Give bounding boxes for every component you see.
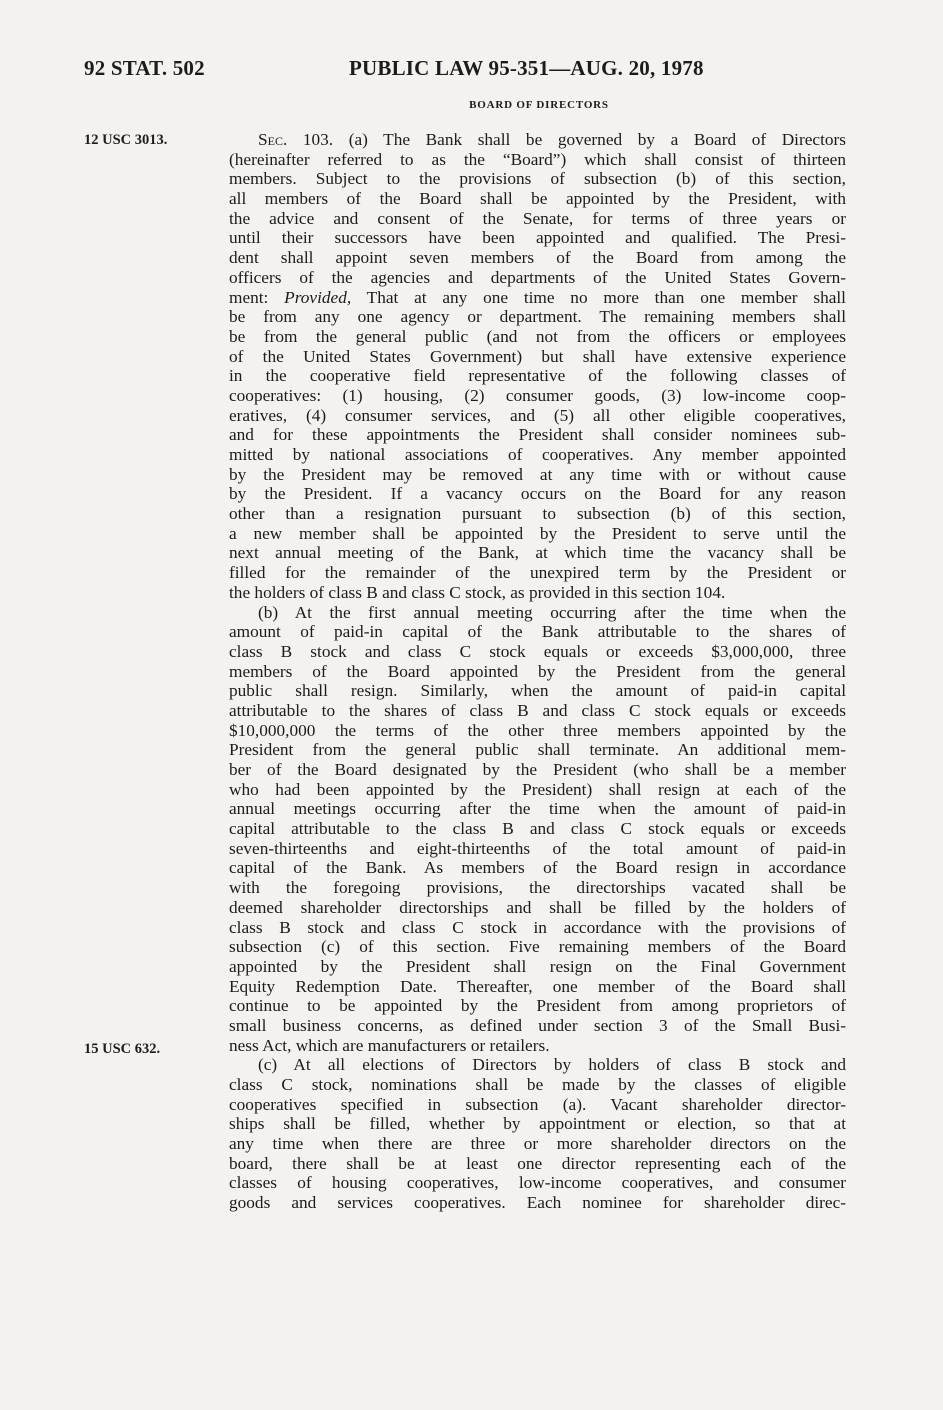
body-line: with the foregoing provisions, the directorships vacated shall be — [229, 878, 846, 898]
body-line: capital of the Bank. As members of the Board resign in accordance — [229, 858, 846, 878]
body-line: by the President. If a vacancy occurs on the Board for any reason — [229, 484, 846, 504]
body-line: eratives, (4) consumer services, and (5) all other eligible cooperatives, — [229, 405, 846, 425]
body-line: who had been appointed by the President) shall resign at each of the — [229, 779, 846, 799]
body-line: (hereinafter referred to as the “Board”) which shall consist of thirteen — [229, 149, 846, 169]
body-line: filled for the remainder of the unexpired term by the President or — [229, 563, 846, 583]
body-line: be from any one agency or department. The remaining members shall — [229, 307, 846, 327]
margin-citation-15-usc-632: 15 USC 632. — [84, 1041, 161, 1057]
body-line: class B stock and class C stock in accordance with the provisions of — [229, 917, 846, 937]
body-line: class C stock, nominations shall be made by the classes of eligible — [229, 1075, 846, 1094]
law-header: PUBLIC LAW 95-351—AUG. 20, 1978 — [349, 56, 704, 80]
stat-page-number: 92 STAT. 502 — [84, 56, 205, 80]
body-line: goods and services cooperatives. Each nominee for shareholder direc- — [229, 1193, 846, 1213]
body-line: officers of the agencies and departments of the United States Govern- — [229, 267, 846, 287]
body-line: continue to be appointed by the President from among proprietors of — [229, 996, 846, 1016]
body-line: subsection (c) of this section. Five remaining members of the Board — [229, 937, 846, 957]
body-line: attributable to the shares of class B and class C stock equals or exceeds — [229, 700, 846, 720]
body-line: the advice and consent of the Senate, for terms of three years or — [229, 208, 846, 228]
body-line: the holders of class B and class C stock, as provided in this section 104. — [229, 582, 726, 602]
body-line: President from the general public shall terminate. An additional mem- — [229, 740, 846, 760]
section-body — [229, 130, 846, 1213]
body-line-text: That at any one time no more than one member shall — [351, 287, 846, 307]
body-line: deemed shareholder directorships and shall be filled by the holders of — [229, 897, 846, 917]
body-line: seven-thirteenths and eight-thirteenths of the total amount of paid-in — [229, 838, 846, 858]
body-line: by the President may be removed at any time with or without cause — [229, 464, 846, 484]
body-line: ships shall be filled, whether by appointment or election, so that at — [229, 1114, 846, 1134]
body-line: other than a resignation pursuant to subsection (b) of this section, — [229, 504, 846, 524]
body-line: capital attributable to the class B and class C stock equals or exceeds — [229, 819, 846, 839]
body-line: a new member shall be appointed by the President to serve until the — [229, 523, 846, 543]
body-line: members of the Board appointed by the President from the general — [229, 661, 846, 681]
body-line: public shall resign. Similarly, when the amount of paid-in capital — [229, 681, 846, 701]
body-line: members. Subject to the provisions of subsection (b) of this section, — [229, 169, 846, 189]
body-line: ber of the Board designated by the President (who shall be a member — [229, 760, 846, 779]
body-line: annual meetings occurring after the time when the amount of paid-in — [229, 799, 846, 819]
body-line: any time when there are three or more shareholder directors on the — [229, 1134, 846, 1154]
body-line — [229, 130, 846, 150]
body-line: amount of paid-in capital of the Bank attributable to the shares of — [229, 622, 846, 642]
body-line: mitted by national associations of cooperatives. Any member appointed — [229, 445, 846, 464]
body-line: and for these appointments the President shall consider nominees sub- — [229, 425, 846, 445]
margin-citation-12-usc-3013: 12 USC 3013. — [84, 132, 168, 148]
body-line: small business concerns, as defined under section 3 of the Small Busi- — [229, 1015, 846, 1035]
body-line: ness Act, which are manufacturers or retailers. — [229, 1035, 550, 1055]
section-heading: BOARD OF DIRECTORS — [469, 99, 609, 111]
body-line-text: ment: — [229, 287, 285, 307]
body-line: appointed by the President shall resign on the Final Government — [229, 956, 846, 976]
body-line: dent shall appoint seven members of the Board from among the — [229, 248, 846, 268]
body-line: cooperatives: (1) housing, (2) consumer goods, (3) low-income coop- — [229, 385, 846, 405]
body-line-text: 103. (a) The Bank shall be governed by a Board of Directors — [287, 130, 846, 149]
body-line: in the cooperative field representative of the following classes of — [229, 366, 846, 386]
body-line: until their successors have been appointed and qualified. The Presi- — [229, 228, 846, 248]
body-line: cooperatives specified in subsection (a). Vacant shareholder director- — [229, 1094, 846, 1114]
body-line: next annual meeting of the Bank, at which time the vacancy shall be — [229, 543, 846, 563]
body-line: classes of housing cooperatives, low-income cooperatives, and consumer — [229, 1173, 846, 1193]
body-line — [229, 288, 846, 308]
body-line: board, there shall be at least one director representing each of the — [229, 1153, 846, 1173]
body-line: (c) At all elections of Directors by holders of class B stock and — [258, 1055, 846, 1075]
body-line: $10,000,000 the terms of the other three members appointed by the — [229, 720, 846, 740]
body-line: Equity Redemption Date. Thereafter, one member of the Board shall — [229, 976, 846, 996]
body-line: (b) At the first annual meeting occurring after the time when the — [258, 602, 846, 622]
body-line: all members of the Board shall be appointed by the President, with — [229, 189, 846, 209]
body-line: class B stock and class C stock equals or exceeds $3,000,000, three — [229, 641, 846, 661]
body-line: of the United States Government) but shall have extensive experience — [229, 346, 846, 366]
provided-italic: Provided, — [284, 287, 352, 307]
sec-abbrev: Sec. — [258, 130, 288, 149]
body-line: be from the general public (and not from the officers or employees — [229, 326, 846, 346]
